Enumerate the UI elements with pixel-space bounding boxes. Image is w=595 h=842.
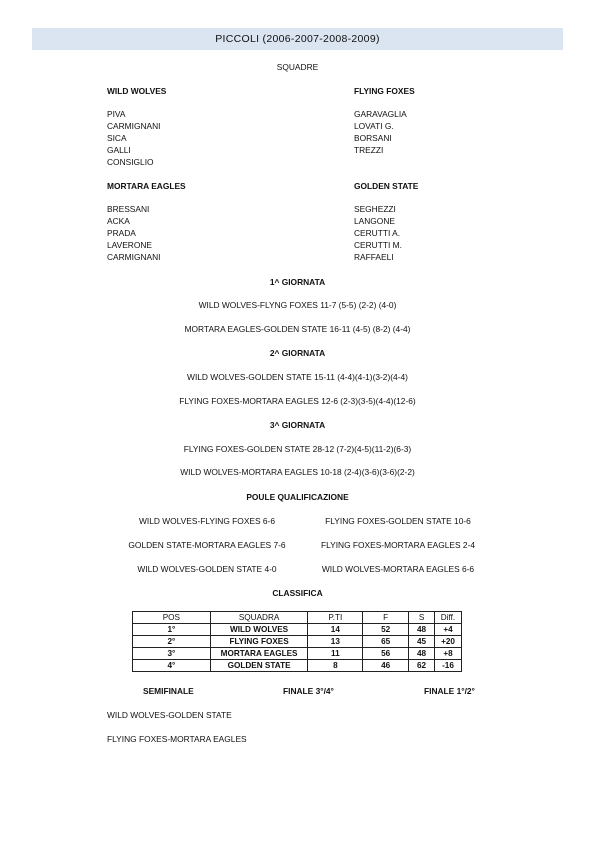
match-result: WILD WOLVES-MORTARA EAGLES 10-18 (2-4)(3-6)(3-6)(2-2) — [180, 467, 415, 477]
player-name: TREZZI — [354, 145, 384, 155]
player-name: CARMIGNANI — [107, 252, 161, 262]
poule-match: WILD WOLVES-MORTARA EAGLES 6-6 — [321, 564, 475, 574]
team-name-golden-state: GOLDEN STATE — [354, 181, 419, 191]
team-roster-flying-foxes — [354, 108, 407, 156]
player-name: CARMIGNANI — [107, 121, 161, 131]
table-row — [133, 624, 462, 636]
table-cell: +4 — [435, 624, 462, 636]
poule-match: WILD WOLVES-FLYING FOXES 6-6 — [138, 516, 276, 526]
player-name: LOVATI G. — [354, 121, 394, 131]
table-row — [133, 660, 462, 672]
table-cell: 13 — [308, 636, 363, 648]
round-3-title: 3^ GIORNATA — [269, 420, 326, 430]
table-cell: 3° — [133, 648, 211, 660]
poule-match: WILD WOLVES-GOLDEN STATE 4-0 — [137, 564, 277, 574]
table-cell: 1° — [133, 624, 211, 636]
column-header: POS — [133, 612, 211, 624]
player-name: CERUTTI A. — [354, 228, 401, 238]
table-cell: MORTARA EAGLES — [210, 648, 308, 660]
player-name: RAFFAELI — [354, 252, 394, 262]
player-name: PIVA — [107, 109, 126, 119]
player-name: GARAVAGLIA — [354, 109, 407, 119]
player-name: LANGONE — [354, 216, 395, 226]
table-cell: +8 — [435, 648, 462, 660]
match-result: WILD WOLVES-GOLDEN STATE 15-11 (4-4)(4-1)(3-2)(4-4) — [187, 372, 408, 382]
table-cell: 62 — [409, 660, 435, 672]
standings-table — [132, 611, 462, 672]
poule-match: GOLDEN STATE-MORTARA EAGLES 7-6 — [128, 540, 286, 550]
player-name: PRADA — [107, 228, 136, 238]
match-result: MORTARA EAGLES-GOLDEN STATE 16-11 (4-5) (8-2) (4-4) — [184, 324, 411, 334]
column-header: S — [409, 612, 435, 624]
table-cell: +20 — [435, 636, 462, 648]
table-cell: 11 — [308, 648, 363, 660]
poule-title: POULE QUALIFICAZIONE — [246, 492, 349, 502]
semifinal-match: WILD WOLVES-GOLDEN STATE — [107, 710, 232, 720]
player-name: LAVERONE — [107, 240, 152, 250]
table-cell: 8 — [308, 660, 363, 672]
player-name: BRESSANI — [107, 204, 150, 214]
player-name: CERUTTI M. — [354, 240, 402, 250]
table-cell: 48 — [409, 624, 435, 636]
table-cell: WILD WOLVES — [210, 624, 308, 636]
table-cell: 65 — [363, 636, 409, 648]
table-header-row — [133, 612, 462, 624]
column-header: F — [363, 612, 409, 624]
column-header: Diff. — [435, 612, 462, 624]
team-name-mortara-eagles: MORTARA EAGLES — [107, 181, 186, 191]
player-name: CONSIGLIO — [107, 157, 154, 167]
player-name: BORSANI — [354, 133, 392, 143]
player-name: SICA — [107, 133, 127, 143]
round-1-title: 1^ GIORNATA — [269, 277, 326, 287]
semifinal-match: FLYING FOXES-MORTARA EAGLES — [107, 734, 247, 744]
squadre-label: SQUADRE — [276, 62, 319, 72]
table-cell: 56 — [363, 648, 409, 660]
team-name-flying-foxes: FLYING FOXES — [354, 86, 415, 96]
table-cell: FLYING FOXES — [210, 636, 308, 648]
table-cell: -16 — [435, 660, 462, 672]
table-row — [133, 636, 462, 648]
table-cell: 45 — [409, 636, 435, 648]
match-result: FLYING FOXES-GOLDEN STATE 28-12 (7-2)(4-5)(11-2)(6-3) — [183, 444, 412, 454]
player-name: ACKA — [107, 216, 130, 226]
table-row — [133, 648, 462, 660]
match-result: FLYING FOXES-MORTARA EAGLES 12-6 (2-3)(3-5)(4-4)(12-6) — [179, 396, 416, 406]
table-cell: 4° — [133, 660, 211, 672]
team-roster-wild-wolves — [107, 108, 161, 168]
match-result: WILD WOLVES-FLYNG FOXES 11-7 (5-5) (2-2) (4-0) — [198, 300, 397, 310]
classifica-title: CLASSIFICA — [272, 588, 323, 598]
team-roster-golden-state — [354, 203, 402, 263]
table-cell: 14 — [308, 624, 363, 636]
column-header: P.TI — [308, 612, 363, 624]
table-cell: 48 — [409, 648, 435, 660]
player-name: GALLI — [107, 145, 131, 155]
table-cell: 46 — [363, 660, 409, 672]
finale-3-4-heading: FINALE 3°/4° — [283, 686, 334, 696]
poule-match: FLYING FOXES-MORTARA EAGLES 2-4 — [320, 540, 476, 550]
round-2-title: 2^ GIORNATA — [269, 348, 326, 358]
team-name-wild-wolves: WILD WOLVES — [107, 86, 167, 96]
table-cell: 52 — [363, 624, 409, 636]
table-cell: GOLDEN STATE — [210, 660, 308, 672]
finale-1-2-heading: FINALE 1°/2° — [424, 686, 475, 696]
semifinale-heading: SEMIFINALE — [143, 686, 194, 696]
player-name: SEGHEZZI — [354, 204, 396, 214]
poule-match: FLYING FOXES-GOLDEN STATE 10-6 — [325, 516, 471, 526]
table-cell: 2° — [133, 636, 211, 648]
team-roster-mortara-eagles — [107, 203, 161, 263]
column-header: SQUADRA — [210, 612, 308, 624]
page-title: PICCOLI (2006-2007-2008-2009) — [32, 28, 563, 50]
